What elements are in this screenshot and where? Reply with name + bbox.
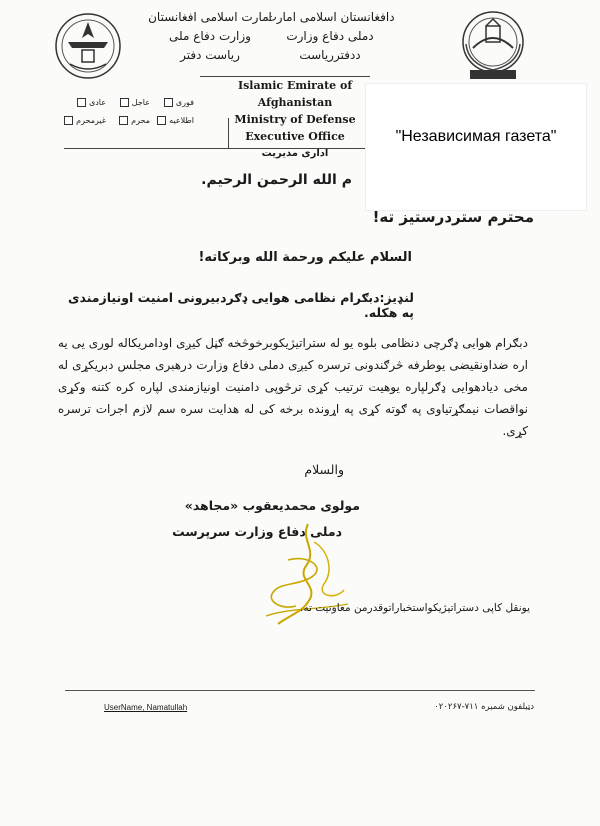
dari-office-label: اداری مدیریت <box>261 148 329 159</box>
checkbox-label: عادی <box>88 98 106 107</box>
addressee-line: محترم ستردرستیز ته! <box>372 208 534 226</box>
checkbox-row <box>64 98 194 107</box>
header-right-line: ددفترریاست <box>299 48 361 62</box>
checkbox-box[interactable] <box>120 98 129 107</box>
checkbox-row <box>64 116 194 125</box>
signatory-title: دملی دفاع وزارت سرپرست <box>172 524 342 539</box>
newspaper-name: "Независимая газета" <box>395 128 557 145</box>
header-right-line: دملی دفاع وزارت <box>286 29 374 43</box>
greeting-line: السلام علیکم ورحمة الله وبرکاته! <box>198 250 412 265</box>
phone-number: دټیلفون شمیره ۷۱۱-۰۲۰۲۶۷ <box>434 702 534 712</box>
closing-line: والسلام <box>304 462 344 477</box>
header-left-line: ریاست دفتر <box>180 48 240 62</box>
header-left-line: امارت اسلامی افغانستان <box>148 10 272 24</box>
header-vertical-divider <box>228 118 229 148</box>
checkbox-option[interactable] <box>152 98 194 107</box>
header-left-line: وزارت دفاع ملی <box>169 29 251 43</box>
bismillah-line: م الله الرحمن الرحیم. <box>201 172 352 188</box>
header-right-line: دافغانستان اسلامی امارت <box>265 10 395 24</box>
letter-paragraph: دبګرام هوایی ډګرچی دنظامی بلوه یو له ستراتیژیکوبرخوڅخه ګڼل کیږی اودامریکاله لوری یی یه اره ضداونقیضی یوطرفه څرګندونی ترسره کیږی دملی دفاع وزارت درهبری مجلس دبریکړی له مخی دیادهوایی ډګرلپاره یوهیت ترتیب کړی ترڅوپی دامنیت اونیازمندی لپاره کره کتنه وکړی نواقصات نیمګړتیاوی په ګوته کړی په اړونده برخه کی له هدایت سره سم لازم اجرات ترسره کړی. <box>58 336 528 438</box>
header-divider <box>64 148 370 149</box>
checkbox-box[interactable] <box>119 116 128 125</box>
checkbox-option[interactable] <box>108 116 150 125</box>
checkbox-option[interactable] <box>108 98 150 107</box>
checkbox-label: فوری <box>175 98 194 107</box>
signatory-name: مولوی محمدیعقوب «مجاهد» <box>184 498 360 513</box>
footer-divider <box>65 690 535 691</box>
english-header-line: Executive Office <box>245 130 345 143</box>
checkbox-label: غیرمحرم <box>76 116 106 125</box>
priority-checkboxes <box>64 98 194 134</box>
header-divider <box>200 76 370 77</box>
header-left <box>110 8 310 65</box>
english-header-line: Ministry of Defense <box>234 113 356 126</box>
emirate-emblem-icon <box>448 4 538 86</box>
english-header-line: Islamic Emirate of Afghanistan <box>237 79 353 109</box>
username-label: UserName, Namatullah <box>104 703 188 712</box>
checkbox-box[interactable] <box>164 98 173 107</box>
checkbox-option[interactable] <box>64 98 106 107</box>
checkbox-option[interactable] <box>64 116 106 125</box>
checkbox-label: اطلاعیه <box>169 116 194 125</box>
checkbox-option[interactable] <box>152 116 194 125</box>
checkbox-box[interactable] <box>157 116 166 125</box>
newspaper-watermark <box>366 84 586 210</box>
checkbox-label: محرم <box>131 116 150 125</box>
checkbox-label: عاجل <box>131 98 150 107</box>
subject-line: لنډیز:دبګرام نظامی هوایی ډګردبیرونی امنیت اونیازمندی په هکله. <box>68 290 414 320</box>
checkbox-box[interactable] <box>77 98 86 107</box>
copy-line: یونقل کاپی دستراتیژیکواستخباراتوقدرمن معاونیت ته. <box>300 602 530 614</box>
checkbox-box[interactable] <box>64 116 73 125</box>
